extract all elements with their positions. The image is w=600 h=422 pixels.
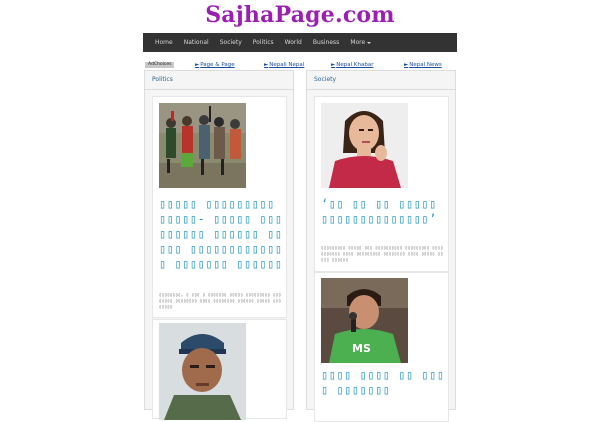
nav-home[interactable]: Home — [155, 39, 173, 46]
nav-world[interactable]: World — [284, 39, 302, 46]
triangle-right-icon: ► — [331, 62, 336, 68]
triangle-right-icon: ► — [195, 62, 200, 68]
society-article-1-image[interactable] — [321, 103, 408, 188]
nav-politics[interactable]: Politics — [252, 39, 274, 46]
triangle-right-icon: ► — [264, 62, 269, 68]
nav-national[interactable]: National — [183, 39, 209, 46]
site-logo[interactable]: SajhaPage.com — [205, 2, 395, 28]
politics-article-2-image[interactable] — [159, 323, 246, 420]
main-navbar — [143, 33, 457, 52]
society-article-1[interactable] — [314, 96, 449, 272]
ad-links-bar — [143, 61, 457, 70]
politics-panel — [144, 70, 294, 410]
politics-article-1[interactable] — [152, 96, 287, 318]
nav-business[interactable]: Business — [312, 39, 340, 46]
nav-society[interactable]: Society — [219, 39, 242, 46]
ad-link-1[interactable] — [195, 62, 235, 69]
nav-more-dropdown[interactable] — [350, 39, 371, 46]
shirt-print-text: MS — [352, 342, 371, 355]
politics-article-1-headline[interactable]: ▯▯▯▯▯ ▯▯▯▯▯▯▯▯▯ ▯▯▯▯▯- ▯▯▯▯▯ ▯▯▯▯▯▯▯▯▯ ▯▯▯▯▯▯ ▯▯▯▯▯ ▯▯▯▯▯▯▯▯▯▯▯▯▯ ▯▯▯▯▯▯▯ ▯▯▯▯▯▯ — [159, 197, 283, 271]
triangle-right-icon: ► — [404, 62, 409, 68]
officer-portrait-icon — [159, 323, 246, 420]
ad-link-4-label: Nepal News — [409, 62, 442, 68]
nav-more-label: More — [350, 39, 366, 46]
adchoices-badge[interactable]: AdChoices — [145, 62, 174, 68]
ad-link-3-label: Nepal Khabar — [336, 62, 374, 68]
society-article-1-excerpt: ▯▯▯▯▯▯▯▯▯ ▯▯▯▯▯ ▯▯▯ ▯▯▯▯▯▯▯▯▯▯ ▯▯▯▯▯▯▯▯▯ ▯▯▯▯ ▯▯▯▯▯▯▯ ▯▯▯▯ ▯▯▯▯▯▯▯▯▯ ▯▯▯▯▯▯▯▯ ▯▯▯▯ ▯▯▯▯▯ ▯▯▯▯▯ ▯▯▯▯▯▯ — [321, 246, 443, 263]
society-panel — [306, 70, 456, 410]
man-with-microphone-icon — [321, 278, 408, 363]
society-article-2-image[interactable] — [321, 278, 408, 363]
woman-portrait-icon — [321, 103, 408, 188]
ad-link-2-label: Nepali Nepal — [269, 62, 305, 68]
politics-article-1-image[interactable] — [159, 103, 246, 188]
politics-article-2[interactable] — [152, 319, 287, 419]
crowd-photo-icon — [159, 103, 246, 188]
society-panel-title[interactable]: Society — [307, 71, 455, 90]
politics-panel-title[interactable]: Politics — [145, 71, 293, 90]
politics-article-1-excerpt: ▯▯▯▯▯▯▯▯, ▯ ▯▯▯ ▯ ▯▯▯▯▯▯▯ ▯▯▯▯▯ ▯▯▯▯▯▯▯▯▯ ▯▯▯ ▯▯▯▯▯ ▯▯▯▯▯▯▯▯ ▯▯▯▯ ▯▯▯▯▯▯▯▯ ▯▯▯▯▯▯ ▯▯▯▯▯ ▯▯▯▯▯▯▯▯ — [159, 293, 281, 310]
ad-link-4[interactable] — [404, 62, 442, 69]
ad-link-2[interactable] — [264, 62, 304, 69]
ad-link-3[interactable] — [331, 62, 373, 69]
society-article-1-headline[interactable]: ‘▯▯ ▯▯ ▯▯ ▯▯▯▯▯ ▯▯▯▯▯▯▯▯▯▯▯▯▯▯’ — [321, 197, 437, 226]
society-article-2-headline[interactable]: ▯▯▯▯ ▯▯▯▯ ▯▯ ▯▯▯▯ ▯▯▯▯▯▯▯ — [321, 368, 445, 397]
chevron-down-icon — [367, 42, 371, 44]
ad-link-1-label: Page & Page — [200, 62, 235, 68]
